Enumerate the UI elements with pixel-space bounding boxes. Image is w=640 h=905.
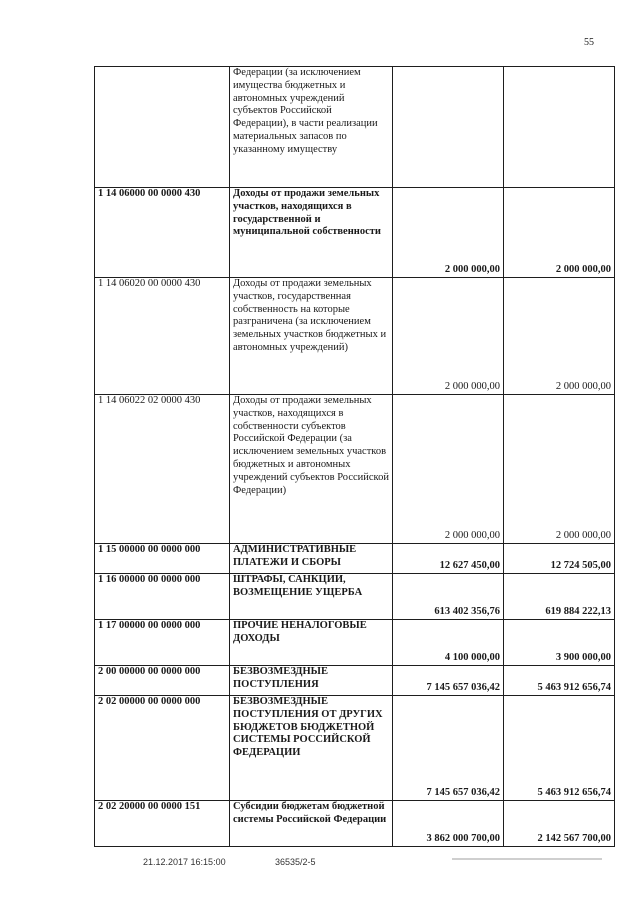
table-row xyxy=(95,696,615,801)
row-value-1: 2 000 000,00 xyxy=(393,188,504,278)
row-value-1: 12 627 450,00 xyxy=(393,544,504,574)
row-value-1: 613 402 356,76 xyxy=(393,574,504,620)
footer-timestamp: 21.12.2017 16:15:00 xyxy=(143,857,226,867)
row-name: Доходы от продажи земельных участков, находящихся в государственной и муниципальной собственности xyxy=(230,188,393,278)
row-code: 2 02 00000 00 0000 000 xyxy=(95,696,230,801)
table-row xyxy=(95,188,615,278)
row-value-2: 2 000 000,00 xyxy=(504,278,615,395)
row-name: Субсидии бюджетам бюджетной системы Российской Федерации xyxy=(230,801,393,847)
row-value-2: 5 463 912 656,74 xyxy=(504,696,615,801)
table-row xyxy=(95,395,615,544)
row-name: БЕЗВОЗМЕЗДНЫЕ ПОСТУПЛЕНИЯ xyxy=(230,666,393,696)
table-row xyxy=(95,574,615,620)
row-value-1: 2 000 000,00 xyxy=(393,278,504,395)
row-name: Доходы от продажи земельных участков, находящихся в собственности субъектов Российской Федерации (за исключением земельных участков бюджетных и автономных учреждений субъектов Российской Федерации) xyxy=(230,395,393,544)
row-value-1: 3 862 000 700,00 xyxy=(393,801,504,847)
page-number: 55 xyxy=(584,37,594,48)
row-name: АДМИНИСТРАТИВНЫЕ ПЛАТЕЖИ И СБОРЫ xyxy=(230,544,393,574)
row-code: 1 17 00000 00 0000 000 xyxy=(95,620,230,666)
table-row xyxy=(95,67,615,188)
row-code: 1 16 00000 00 0000 000 xyxy=(95,574,230,620)
row-value-1: 7 145 657 036,42 xyxy=(393,666,504,696)
row-value-1: 7 145 657 036,42 xyxy=(393,696,504,801)
row-value-2: 5 463 912 656,74 xyxy=(504,666,615,696)
table-row xyxy=(95,278,615,395)
row-code: 1 15 00000 00 0000 000 xyxy=(95,544,230,574)
row-code xyxy=(95,67,230,188)
table-row xyxy=(95,544,615,574)
row-name: ПРОЧИЕ НЕНАЛОГОВЫЕ ДОХОДЫ xyxy=(230,620,393,666)
row-name: Федерации (за исключением имущества бюджетных и автономных учреждений субъектов Российской Федерации), в части реализации материальных запасов по указанному имуществу xyxy=(230,67,393,188)
row-value-1 xyxy=(393,67,504,188)
row-value-1: 2 000 000,00 xyxy=(393,395,504,544)
table-row xyxy=(95,801,615,847)
footer-document-id: 36535/2-5 xyxy=(275,857,316,867)
footer-faint-marks xyxy=(452,858,602,860)
row-name: БЕЗВОЗМЕЗДНЫЕ ПОСТУПЛЕНИЯ ОТ ДРУГИХ БЮДЖЕТОВ БЮДЖЕТНОЙ СИСТЕМЫ РОССИЙСКОЙ ФЕДЕРАЦИИ xyxy=(230,696,393,801)
row-name: Доходы от продажи земельных участков, государственная собственность на которые разграничена (за исключением земельных участков бюджетных и автономных учреждений) xyxy=(230,278,393,395)
row-code: 1 14 06020 00 0000 430 xyxy=(95,278,230,395)
row-code: 2 00 00000 00 0000 000 xyxy=(95,666,230,696)
row-value-2: 2 000 000,00 xyxy=(504,188,615,278)
budget-table xyxy=(94,66,615,847)
row-value-2: 3 900 000,00 xyxy=(504,620,615,666)
row-value-2: 619 884 222,13 xyxy=(504,574,615,620)
row-code: 1 14 06000 00 0000 430 xyxy=(95,188,230,278)
row-value-2: 12 724 505,00 xyxy=(504,544,615,574)
row-value-2: 2 000 000,00 xyxy=(504,395,615,544)
row-name: ШТРАФЫ, САНКЦИИ, ВОЗМЕЩЕНИЕ УЩЕРБА xyxy=(230,574,393,620)
table-row xyxy=(95,666,615,696)
row-code: 1 14 06022 02 0000 430 xyxy=(95,395,230,544)
row-value-2 xyxy=(504,67,615,188)
row-code: 2 02 20000 00 0000 151 xyxy=(95,801,230,847)
row-value-2: 2 142 567 700,00 xyxy=(504,801,615,847)
row-value-1: 4 100 000,00 xyxy=(393,620,504,666)
table-row xyxy=(95,620,615,666)
